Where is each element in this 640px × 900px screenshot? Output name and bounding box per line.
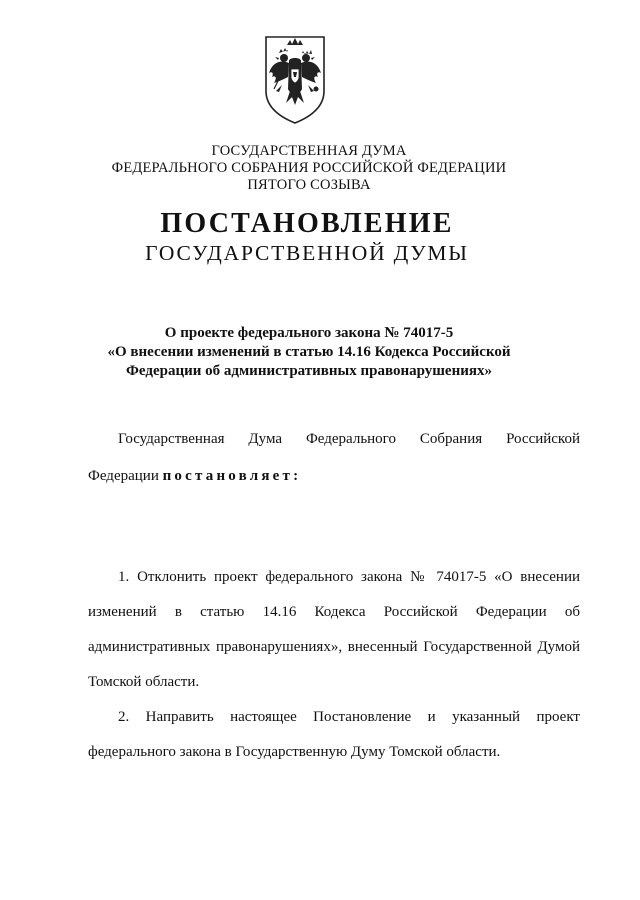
org-name-line-2: ФЕДЕРАЛЬНОГО СОБРАНИЯ РОССИЙСКОЙ ФЕДЕРАЦИИ: [111, 160, 507, 176]
document-type: ПОСТАНОВЛЕНИЕ: [160, 208, 454, 239]
preamble-line-2: [88, 467, 580, 485]
preamble-line-1: Государственная Дума Федерального Собрания Российской: [118, 431, 580, 447]
subject-line-3: Федерации об административных правонарушениях»: [126, 363, 492, 379]
clause-1-line-1: 1. Отклонить проект федерального закона № 74017-5 «О внесении: [118, 569, 580, 585]
subject-line-1: О проекте федерального закона № 74017-5: [164, 325, 454, 341]
clause-2-line-1: 2. Направить настоящее Постановление и указанный проект: [118, 709, 580, 725]
clause-1-line-2: изменений в статью 14.16 Кодекса Российской Федерации об: [88, 604, 580, 620]
clause-2-line-2: федерального закона в Государственную Думу Томской области.: [88, 744, 501, 760]
convocation: ПЯТОГО СОЗЫВА: [247, 177, 371, 193]
subject-line-2: «О внесении изменений в статью 14.16 Кодекса Российской: [107, 344, 511, 360]
document-issuer: ГОСУДАРСТВЕННОЙ ДУМЫ: [145, 241, 469, 265]
clause-1-line-3: административных правонарушениях», внесенный Государственной Думой: [88, 639, 580, 655]
resolves-word: постановляет:: [162, 468, 302, 484]
preamble-text: Федерации: [88, 468, 159, 484]
org-name-line-1: ГОСУДАРСТВЕННАЯ ДУМА: [211, 143, 407, 159]
double-headed-eagle-icon: [262, 33, 328, 125]
clause-1-line-4: Томской области.: [88, 674, 200, 690]
state-emblem: [262, 33, 328, 125]
